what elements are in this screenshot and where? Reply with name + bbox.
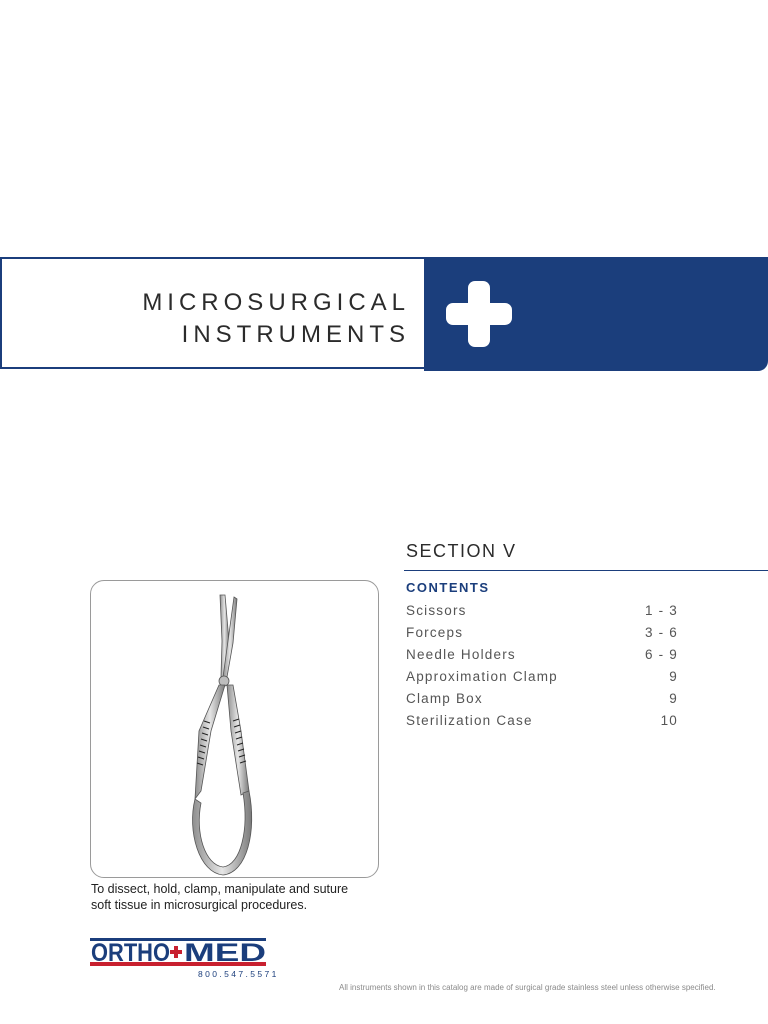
toc-item-label: Sterilization Case xyxy=(406,713,533,728)
instrument-photo xyxy=(90,580,379,878)
toc-item[interactable] xyxy=(406,644,678,666)
toc-item-pages: 9 xyxy=(669,669,678,684)
logo-text-left: ORTHO xyxy=(91,939,170,967)
section-divider xyxy=(404,570,768,571)
toc-item-pages: 3 - 6 xyxy=(644,625,678,640)
toc-item[interactable] xyxy=(406,688,678,710)
toc-item[interactable] xyxy=(406,600,678,622)
table-of-contents xyxy=(406,600,678,732)
footnote: All instruments shown in this catalog are made of surgical grade stainless steel unless otherwise specified. xyxy=(339,983,716,992)
toc-item-pages: 9 xyxy=(669,691,678,706)
toc-item[interactable] xyxy=(406,622,678,644)
orthomed-logo[interactable] xyxy=(90,936,279,982)
banner-title-box xyxy=(0,257,424,369)
plus-icon xyxy=(444,279,514,349)
toc-item-pages: 6 - 9 xyxy=(644,647,678,662)
toc-item-label: Scissors xyxy=(406,603,467,618)
section-heading: SECTION V xyxy=(406,541,517,561)
logo-text-right: MED xyxy=(184,939,266,967)
toc-item-label: Approximation Clamp xyxy=(406,669,558,684)
logo-cross-icon xyxy=(170,946,182,958)
toc-item[interactable] xyxy=(406,666,678,688)
photo-caption: To dissect, hold, clamp, manipulate and suture soft tissue in microsurgical procedures. xyxy=(91,882,349,912)
banner-title xyxy=(142,287,410,351)
phone-number: 800.547.5571 xyxy=(198,969,279,979)
banner-accent-panel xyxy=(424,257,768,371)
toc-item-pages: 10 xyxy=(660,713,678,728)
toc-item-pages: 1 - 3 xyxy=(644,603,678,618)
toc-item-label: Forceps xyxy=(406,625,464,640)
contents-label: CONTENTS xyxy=(406,580,490,595)
toc-item[interactable] xyxy=(406,710,678,732)
banner-title-line2: INSTRUMENTS xyxy=(181,321,410,348)
microsurgical-scissors-image xyxy=(91,581,379,878)
toc-item-label: Clamp Box xyxy=(406,691,483,706)
banner-title-line1: MICROSURGICAL xyxy=(142,289,410,316)
toc-item-label: Needle Holders xyxy=(406,647,516,662)
